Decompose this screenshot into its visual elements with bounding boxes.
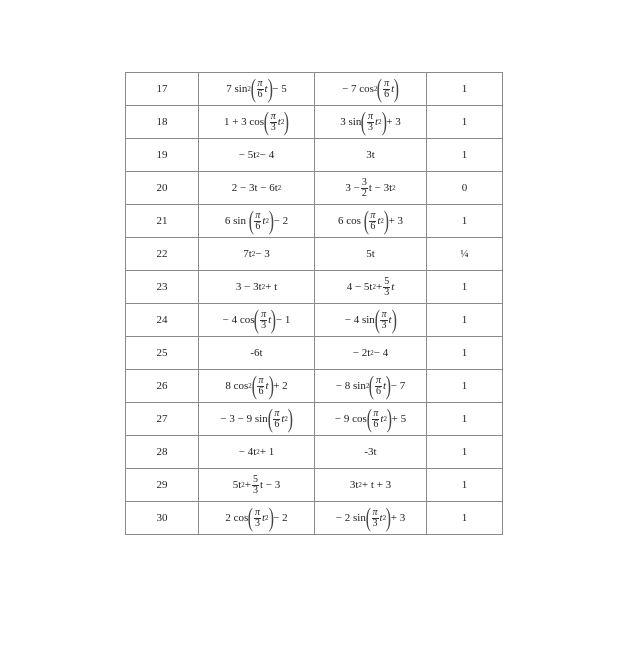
table-row bbox=[126, 172, 503, 205]
table-row bbox=[126, 370, 503, 403]
table-row bbox=[126, 502, 503, 535]
x-expression: − 5t 2 − 4 bbox=[199, 139, 315, 172]
y-expression: − 9 cos ( $\frac{\pi}{6}$ t 2 ) + 5 bbox=[315, 403, 427, 436]
table-row bbox=[126, 73, 503, 106]
table-row bbox=[126, 238, 503, 271]
y-expression: − 2t 2 − 4 bbox=[315, 337, 427, 370]
y-expression: 3 sin ( $\frac{\pi}{3}$ t 2 ) + 3 bbox=[315, 106, 427, 139]
value: 1 bbox=[427, 502, 503, 535]
value: 1 bbox=[427, 139, 503, 172]
row-number: 29 bbox=[126, 469, 199, 502]
y-expression: 3t 2 + t + 3 bbox=[315, 469, 427, 502]
row-number: 26 bbox=[126, 370, 199, 403]
value: 1 bbox=[427, 304, 503, 337]
table-row bbox=[126, 436, 503, 469]
row-number: 19 bbox=[126, 139, 199, 172]
table-row bbox=[126, 139, 503, 172]
y-expression: 5t bbox=[315, 238, 427, 271]
table-row bbox=[126, 304, 503, 337]
row-number: 22 bbox=[126, 238, 199, 271]
value: 1 bbox=[427, 73, 503, 106]
row-number: 17 bbox=[126, 73, 199, 106]
x-expression: 7t 2 − 3 bbox=[199, 238, 315, 271]
table-row bbox=[126, 205, 503, 238]
row-number: 20 bbox=[126, 172, 199, 205]
x-expression: 6 sin ( $\frac{\pi}{6}$ t 2 ) − 2 bbox=[199, 205, 315, 238]
x-expression: − 4 cos ( $\frac{\pi}{3}$ t ) − 1 bbox=[199, 304, 315, 337]
table-row bbox=[126, 106, 503, 139]
x-expression: 2 − 3t − 6t 2 bbox=[199, 172, 315, 205]
row-number: 18 bbox=[126, 106, 199, 139]
y-expression: 3t bbox=[315, 139, 427, 172]
x-expression: 1 + 3 cos ( $\frac{\pi}{3}$ t 2 ) bbox=[199, 106, 315, 139]
table-row bbox=[126, 271, 503, 304]
y-expression: 4 − 5t 2 + $\frac{5}{3}$ t bbox=[315, 271, 427, 304]
y-expression: -3t bbox=[315, 436, 427, 469]
x-expression: − 3 − 9 sin ( $\frac{\pi}{6}$ t 2 ) bbox=[199, 403, 315, 436]
x-expression: 2 cos ( $\frac{\pi}{3}$ t 2 ) − 2 bbox=[199, 502, 315, 535]
row-number: 23 bbox=[126, 271, 199, 304]
x-expression: -6t bbox=[199, 337, 315, 370]
table-row bbox=[126, 337, 503, 370]
row-number: 21 bbox=[126, 205, 199, 238]
row-number: 28 bbox=[126, 436, 199, 469]
row-number: 25 bbox=[126, 337, 199, 370]
y-expression: 6 cos ( $\frac{\pi}{6}$ t 2 ) + 3 bbox=[315, 205, 427, 238]
value: ¼ bbox=[427, 238, 503, 271]
x-expression: − 4t 2 + 1 bbox=[199, 436, 315, 469]
y-expression: − 8 sin 2 ( $\frac{\pi}{6}$ t ) − 7 bbox=[315, 370, 427, 403]
x-expression: 3 − 3t 2 + t bbox=[199, 271, 315, 304]
y-expression: − 2 sin ( $\frac{\pi}{3}$ t 2 ) + 3 bbox=[315, 502, 427, 535]
row-number: 30 bbox=[126, 502, 199, 535]
math-table bbox=[125, 72, 503, 535]
x-expression: 8 cos 2 ( $\frac{\pi}{6}$ t ) + 2 bbox=[199, 370, 315, 403]
value: 1 bbox=[427, 271, 503, 304]
y-expression: 3 − $\frac{3}{2}$ t − 3t 2 bbox=[315, 172, 427, 205]
y-expression: − 4 sin ( $\frac{\pi}{3}$ t ) bbox=[315, 304, 427, 337]
table-row bbox=[126, 403, 503, 436]
value: 1 bbox=[427, 205, 503, 238]
x-expression: 5t 2 + $\frac{5}{3}$ t − 3 bbox=[199, 469, 315, 502]
row-number: 24 bbox=[126, 304, 199, 337]
value: 1 bbox=[427, 469, 503, 502]
y-expression: − 7 cos 2 ( $\frac{\pi}{6}$ t ) bbox=[315, 73, 427, 106]
table-row bbox=[126, 469, 503, 502]
x-expression: 7 sin 2 ( $\frac{\pi}{6}$ t ) − 5 bbox=[199, 73, 315, 106]
row-number: 27 bbox=[126, 403, 199, 436]
value: 1 bbox=[427, 436, 503, 469]
value: 1 bbox=[427, 337, 503, 370]
value: 1 bbox=[427, 403, 503, 436]
value: 1 bbox=[427, 370, 503, 403]
value: 1 bbox=[427, 106, 503, 139]
value: 0 bbox=[427, 172, 503, 205]
